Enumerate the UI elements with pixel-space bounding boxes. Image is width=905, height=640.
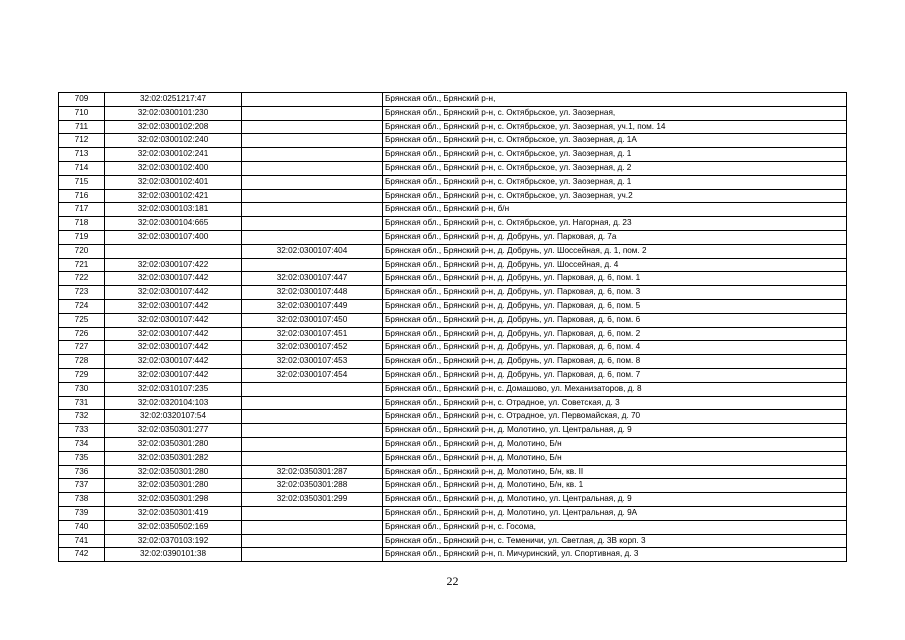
related-cadastral-number-cell: 32:02:0300107:453 [242,355,383,369]
address-cell: Брянская обл., Брянский р-н, [383,93,847,107]
cadastral-number-cell: 32:02:0350301:280 [105,479,242,493]
address-cell: Брянская обл., Брянский р-н, с. Октябрьское, ул. Заозерная, [383,106,847,120]
address-cell: Брянская обл., Брянский р-н, с. Отрадное, ул. Первомайская, д. 70 [383,410,847,424]
cadastral-number-cell: 32:02:0310107:235 [105,382,242,396]
row-number-cell: 722 [59,272,105,286]
related-cadastral-number-cell [242,93,383,107]
table-row [59,148,847,162]
table-row [59,203,847,217]
row-number-cell: 723 [59,286,105,300]
related-cadastral-number-cell: 32:02:0300107:452 [242,341,383,355]
row-number-cell: 740 [59,520,105,534]
related-cadastral-number-cell [242,548,383,562]
table-row [59,451,847,465]
row-number-cell: 741 [59,534,105,548]
address-cell: Брянская обл., Брянский р-н, д. Молотино, ул. Центральная, д. 9А [383,506,847,520]
row-number-cell: 737 [59,479,105,493]
address-cell: Брянская обл., Брянский р-н, д. Добрунь, ул. Парковая, д. 6, пом. 4 [383,341,847,355]
row-number-cell: 717 [59,203,105,217]
related-cadastral-number-cell [242,424,383,438]
related-cadastral-number-cell [242,396,383,410]
related-cadastral-number-cell: 32:02:0300107:454 [242,368,383,382]
row-number-cell: 726 [59,327,105,341]
related-cadastral-number-cell [242,451,383,465]
address-cell: Брянская обл., Брянский р-н, б/н [383,203,847,217]
cadastral-number-cell: 32:02:0300107:442 [105,286,242,300]
address-cell: Брянская обл., Брянский р-н, д. Добрунь, ул. Шоссейная, д. 4 [383,258,847,272]
related-cadastral-number-cell [242,230,383,244]
cadastral-number-cell: 32:02:0300107:442 [105,341,242,355]
cadastral-number-cell: 32:02:0300102:208 [105,120,242,134]
address-cell: Брянская обл., Брянский р-н, д. Добрунь, ул. Парковая, д. 6, пом. 5 [383,299,847,313]
address-cell: Брянская обл., Брянский р-н, д. Добрунь, ул. Парковая, д. 6, пом. 8 [383,355,847,369]
address-cell: Брянская обл., Брянский р-н, с. Госома, [383,520,847,534]
row-number-cell: 730 [59,382,105,396]
cadastral-number-cell: 32:02:0300107:442 [105,272,242,286]
row-number-cell: 714 [59,161,105,175]
related-cadastral-number-cell: 32:02:0300107:451 [242,327,383,341]
address-cell: Брянская обл., Брянский р-н, д. Добрунь, ул. Парковая, д. 6, пом. 2 [383,327,847,341]
row-number-cell: 731 [59,396,105,410]
row-number-cell: 713 [59,148,105,162]
address-cell: Брянская обл., Брянский р-н, с. Отрадное, ул. Советская, д. 3 [383,396,847,410]
address-cell: Брянская обл., Брянский р-н, д. Добрунь, ул. Парковая, д. 6, пом. 3 [383,286,847,300]
table-row [59,106,847,120]
row-number-cell: 733 [59,424,105,438]
table-row [59,120,847,134]
cadastral-number-cell: 32:02:0350301:280 [105,465,242,479]
related-cadastral-number-cell: 32:02:0300107:447 [242,272,383,286]
related-cadastral-number-cell [242,506,383,520]
related-cadastral-number-cell [242,161,383,175]
row-number-cell: 732 [59,410,105,424]
table-row [59,313,847,327]
related-cadastral-number-cell [242,410,383,424]
address-cell: Брянская обл., Брянский р-н, с. Теменичи, ул. Светлая, д. 3В корп. 3 [383,534,847,548]
address-cell: Брянская обл., Брянский р-н, д. Молотино, Б/н [383,451,847,465]
table-row [59,368,847,382]
address-cell: Брянская обл., Брянский р-н, с. Октябрьское, ул. Заозерная, уч.1, пом. 14 [383,120,847,134]
table-row [59,286,847,300]
cadastral-number-cell: 32:02:0300107:422 [105,258,242,272]
page-number: 22 [446,574,459,588]
row-number-cell: 715 [59,175,105,189]
cadastral-number-cell: 32:02:0300107:442 [105,313,242,327]
related-cadastral-number-cell: 32:02:0300107:449 [242,299,383,313]
table-row [59,189,847,203]
row-number-cell: 719 [59,230,105,244]
row-number-cell: 734 [59,437,105,451]
address-cell: Брянская обл., Брянский р-н, п. Мичуринский, ул. Спортивная, д. 3 [383,548,847,562]
address-cell: Брянская обл., Брянский р-н, д. Молотино, ул. Центральная, д. 9 [383,493,847,507]
cadastral-number-cell: 32:02:0300103:181 [105,203,242,217]
cadastral-number-cell: 32:02:0300101:230 [105,106,242,120]
related-cadastral-number-cell [242,134,383,148]
related-cadastral-number-cell [242,217,383,231]
table-row [59,244,847,258]
cadastral-number-cell: 32:02:0370103:192 [105,534,242,548]
cadastral-number-cell: 32:02:0350301:277 [105,424,242,438]
cadastral-number-cell: 32:02:0300102:401 [105,175,242,189]
related-cadastral-number-cell [242,382,383,396]
cadastral-number-cell: 32:02:0300102:240 [105,134,242,148]
related-cadastral-number-cell [242,106,383,120]
row-number-cell: 727 [59,341,105,355]
table-row [59,548,847,562]
cadastral-number-cell: 32:02:0300102:421 [105,189,242,203]
table-row [59,479,847,493]
address-cell: Брянская обл., Брянский р-н, д. Добрунь, ул. Парковая, д. 6, пом. 7 [383,368,847,382]
table-row [59,506,847,520]
cadastral-number-cell: 32:02:0350502:169 [105,520,242,534]
table-row [59,424,847,438]
table-row [59,396,847,410]
cadastral-number-cell: 32:02:0350301:280 [105,437,242,451]
cadastral-number-cell [105,244,242,258]
table-row [59,520,847,534]
cadastral-number-cell: 32:02:0300107:400 [105,230,242,244]
cadastral-number-cell: 32:02:0251217:47 [105,93,242,107]
table-row [59,465,847,479]
cadastral-number-cell: 32:02:0320107:54 [105,410,242,424]
related-cadastral-number-cell: 32:02:0300107:450 [242,313,383,327]
row-number-cell: 709 [59,93,105,107]
cadastral-number-cell: 32:02:0300102:400 [105,161,242,175]
table-row [59,217,847,231]
related-cadastral-number-cell [242,520,383,534]
table-row [59,437,847,451]
cadastral-number-cell: 32:02:0300107:442 [105,355,242,369]
table-row [59,355,847,369]
cadastral-number-cell: 32:02:0300102:241 [105,148,242,162]
address-cell: Брянская обл., Брянский р-н, д. Добрунь, ул. Парковая, д. 7а [383,230,847,244]
row-number-cell: 729 [59,368,105,382]
cadastral-number-cell: 32:02:0390101:38 [105,548,242,562]
address-cell: Брянская обл., Брянский р-н, д. Добрунь, ул. Парковая, д. 6, пом. 6 [383,313,847,327]
address-cell: Брянская обл., Брянский р-н, с. Домашово, ул. Механизаторов, д. 8 [383,382,847,396]
cadastral-number-cell: 32:02:0300107:442 [105,327,242,341]
related-cadastral-number-cell [242,148,383,162]
table-body [59,93,847,562]
row-number-cell: 725 [59,313,105,327]
address-cell: Брянская обл., Брянский р-н, с. Октябрьское, ул. Заозерная, д. 1 [383,175,847,189]
cadastral-number-cell: 32:02:0300104:665 [105,217,242,231]
table-row [59,493,847,507]
table-row [59,93,847,107]
address-cell: Брянская обл., Брянский р-н, с. Октябрьское, ул. Заозерная, д. 1А [383,134,847,148]
table-row [59,230,847,244]
cadastral-number-cell: 32:02:0300107:442 [105,368,242,382]
row-number-cell: 721 [59,258,105,272]
address-cell: Брянская обл., Брянский р-н, д. Молотино, ул. Центральная, д. 9 [383,424,847,438]
row-number-cell: 718 [59,217,105,231]
related-cadastral-number-cell [242,120,383,134]
table-row [59,410,847,424]
table-row [59,534,847,548]
related-cadastral-number-cell: 32:02:0300107:448 [242,286,383,300]
table-row [59,341,847,355]
related-cadastral-number-cell [242,189,383,203]
row-number-cell: 720 [59,244,105,258]
table-row [59,161,847,175]
row-number-cell: 738 [59,493,105,507]
address-cell: Брянская обл., Брянский р-н, д. Добрунь, ул. Парковая, д. 6, пом. 1 [383,272,847,286]
related-cadastral-number-cell [242,175,383,189]
row-number-cell: 724 [59,299,105,313]
row-number-cell: 736 [59,465,105,479]
row-number-cell: 739 [59,506,105,520]
related-cadastral-number-cell [242,437,383,451]
cadastral-number-cell: 32:02:0320104:103 [105,396,242,410]
table-row [59,299,847,313]
address-cell: Брянская обл., Брянский р-н, с. Октябрьское, ул. Заозерная, уч.2 [383,189,847,203]
table-row [59,272,847,286]
address-cell: Брянская обл., Брянский р-н, с. Октябрьское, ул. Заозерная, д. 2 [383,161,847,175]
cadastral-number-cell: 32:02:0350301:298 [105,493,242,507]
address-cell: Брянская обл., Брянский р-н, д. Молотино, Б/н, кв. II [383,465,847,479]
related-cadastral-number-cell: 32:02:0350301:287 [242,465,383,479]
address-cell: Брянская обл., Брянский р-н, с. Октябрьское, ул. Нагорная, д. 23 [383,217,847,231]
table-row [59,258,847,272]
address-cell: Брянская обл., Брянский р-н, д. Молотино, Б/н [383,437,847,451]
table-row [59,175,847,189]
row-number-cell: 742 [59,548,105,562]
related-cadastral-number-cell [242,534,383,548]
cadastral-number-cell: 32:02:0300107:442 [105,299,242,313]
address-cell: Брянская обл., Брянский р-н, с. Октябрьское, ул. Заозерная, д. 1 [383,148,847,162]
property-register-table [58,92,847,562]
related-cadastral-number-cell [242,258,383,272]
table-row [59,382,847,396]
table-row [59,327,847,341]
related-cadastral-number-cell: 32:02:0350301:299 [242,493,383,507]
row-number-cell: 735 [59,451,105,465]
address-cell: Брянская обл., Брянский р-н, д. Добрунь, ул. Шоссейная, д. 1, пом. 2 [383,244,847,258]
related-cadastral-number-cell: 32:02:0350301:288 [242,479,383,493]
address-cell: Брянская обл., Брянский р-н, д. Молотино, Б/н, кв. 1 [383,479,847,493]
related-cadastral-number-cell [242,203,383,217]
row-number-cell: 712 [59,134,105,148]
row-number-cell: 716 [59,189,105,203]
row-number-cell: 728 [59,355,105,369]
cadastral-number-cell: 32:02:0350301:282 [105,451,242,465]
table-row [59,134,847,148]
row-number-cell: 711 [59,120,105,134]
cadastral-number-cell: 32:02:0350301:419 [105,506,242,520]
row-number-cell: 710 [59,106,105,120]
related-cadastral-number-cell: 32:02:0300107:404 [242,244,383,258]
